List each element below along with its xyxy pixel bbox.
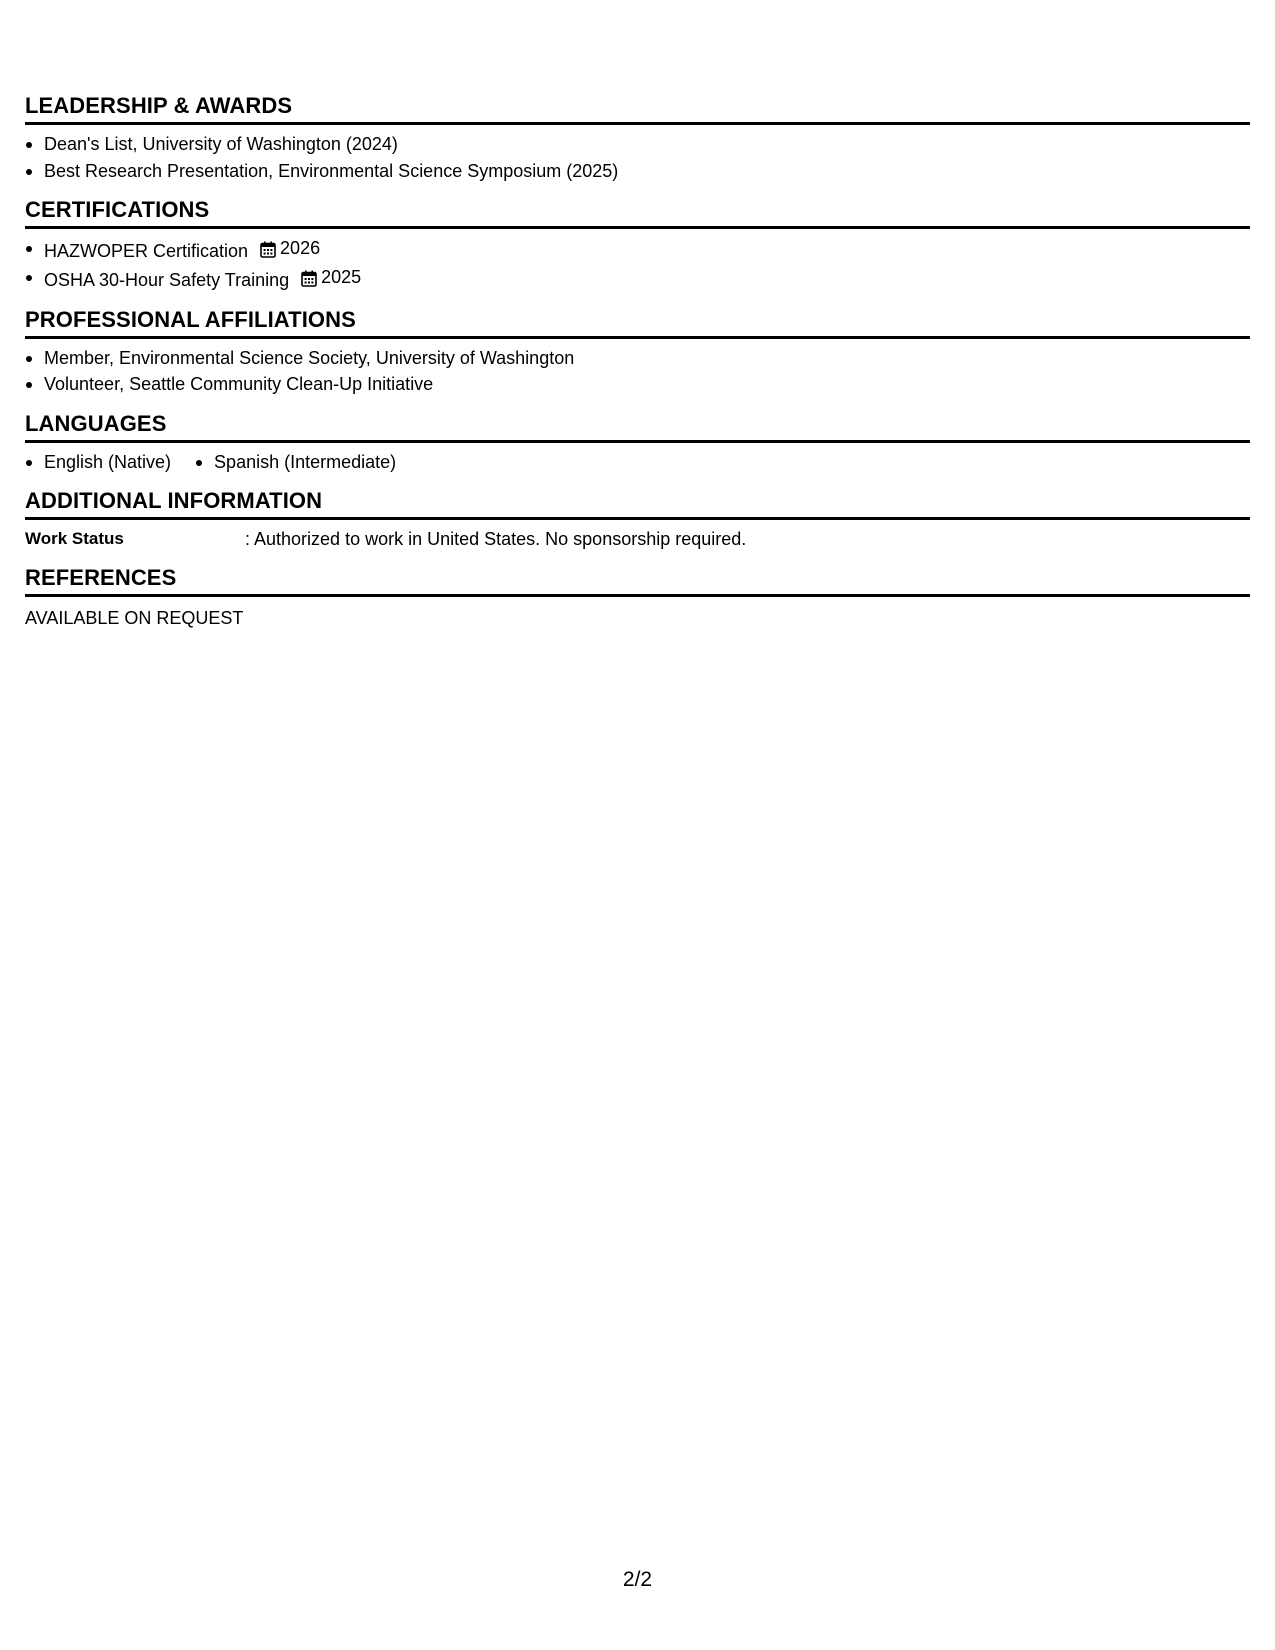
certification-year: 2025: [321, 267, 362, 288]
certification-name: OSHA 30-Hour Safety Training: [44, 270, 290, 290]
page-number: 2/2: [622, 1568, 653, 1591]
section-title-additional-information: ADDITIONAL INFORMATION: [25, 489, 1250, 520]
languages-list: [25, 449, 1250, 476]
certification-date: [260, 235, 320, 262]
calendar-icon: [260, 241, 276, 258]
professional-affiliations-section: [25, 308, 1250, 398]
affiliations-list: [25, 345, 1250, 398]
section-title-languages: LANGUAGES: [25, 412, 1250, 443]
section-title-leadership-awards: LEADERSHIP & AWARDS: [25, 94, 1250, 125]
section-title-references: REFERENCES: [25, 566, 1250, 597]
certification-year: 2026: [280, 238, 321, 258]
list-item: Member, Environmental Science Society, University of Washington: [25, 345, 1250, 372]
resume-page: [25, 94, 1250, 631]
work-status-row: [25, 526, 1250, 552]
leadership-awards-list: [25, 131, 1250, 184]
certification-item: [25, 235, 1250, 264]
certifications-section: [25, 198, 1250, 294]
certifications-list: [25, 235, 1250, 294]
language-item: English (Native): [25, 449, 171, 476]
list-item: Dean's List, University of Washington (2024): [25, 131, 1250, 158]
section-title-professional-affiliations: PROFESSIONAL AFFILIATIONS: [25, 308, 1250, 339]
certification-item: [25, 264, 1250, 293]
languages-section: [25, 412, 1250, 476]
leadership-awards-section: [25, 94, 1250, 184]
certification-date: [301, 264, 361, 291]
certification-name: HAZWOPER Certification: [44, 240, 249, 261]
list-item: Best Research Presentation, Environmental Science Symposium (2025): [25, 158, 1250, 185]
list-item: Volunteer, Seattle Community Clean-Up Initiative: [25, 371, 1250, 398]
language-item: Spanish (Intermediate): [195, 449, 396, 476]
work-status-label: Work Status: [25, 529, 124, 548]
work-status-value: : Authorized to work in United States. No sponsorship required.: [245, 529, 747, 549]
section-title-certifications: CERTIFICATIONS: [25, 198, 1250, 229]
references-text: AVAILABLE ON REQUEST: [25, 608, 244, 628]
references-section: [25, 566, 1250, 631]
additional-information-section: [25, 489, 1250, 552]
calendar-icon: [301, 270, 317, 287]
